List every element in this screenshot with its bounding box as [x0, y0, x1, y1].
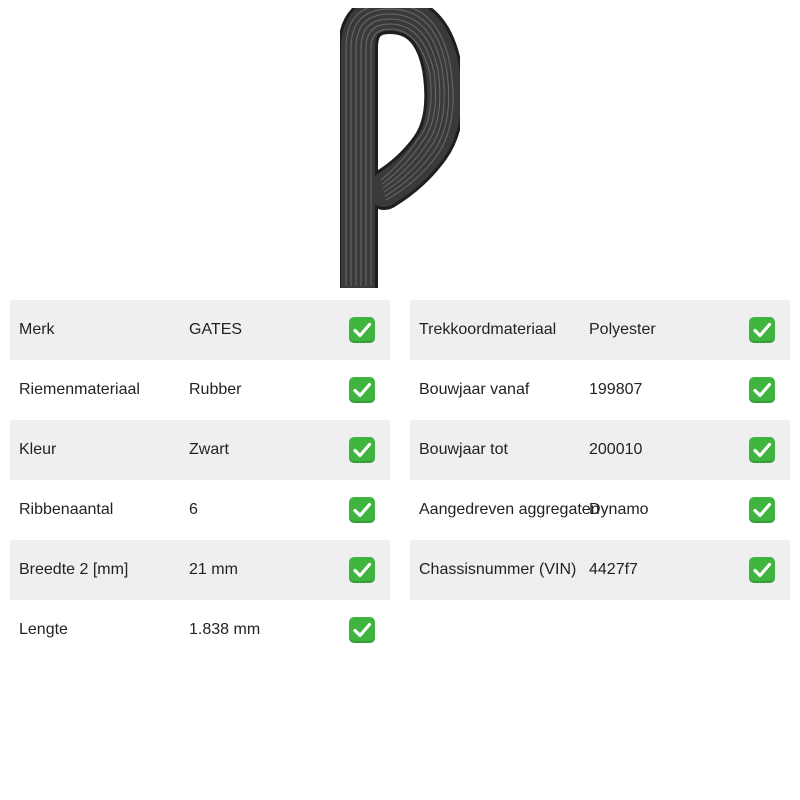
- spec-label: Bouwjaar vanaf: [419, 381, 530, 398]
- spec-row-merk: [10, 300, 390, 360]
- spec-label: Bouwjaar tot: [419, 441, 508, 458]
- spec-label: Chassisnummer (VIN): [419, 561, 577, 578]
- spec-row-bouwjaar-vanaf: [410, 360, 790, 420]
- product-image: [340, 8, 460, 288]
- spec-value: 6: [189, 501, 198, 518]
- check-mark-icon: [349, 317, 375, 343]
- spec-value: 200010: [589, 441, 643, 458]
- check-mark-icon: [349, 497, 375, 523]
- spec-row-trekkoordmateriaal: [410, 300, 790, 360]
- spec-value: Polyester: [589, 321, 656, 338]
- check-mark-icon: [749, 497, 775, 523]
- spec-row-riemenmateriaal: [10, 360, 390, 420]
- spec-row-breedte: [10, 540, 390, 600]
- spec-value: Rubber: [189, 381, 242, 398]
- spec-label: Trekkoordmateriaal: [419, 321, 557, 338]
- check-mark-icon: [749, 377, 775, 403]
- spec-row-aangedreven-aggregaten: [410, 480, 790, 540]
- check-mark-icon: [749, 317, 775, 343]
- spec-label: Merk: [19, 321, 55, 338]
- spec-value: Dynamo: [589, 501, 649, 518]
- spec-row-ribbenaantal: [10, 480, 390, 540]
- poly-v-belt-icon: [340, 8, 460, 288]
- check-mark-icon: [749, 557, 775, 583]
- spec-table-left: [10, 300, 390, 660]
- check-mark-icon: [349, 617, 375, 643]
- spec-label: Kleur: [19, 441, 57, 458]
- spec-value: 4427f7: [589, 561, 638, 578]
- spec-label: Ribbenaantal: [19, 501, 114, 518]
- spec-label: Riemenmateriaal: [19, 381, 140, 398]
- spec-label: Breedte 2 [mm]: [19, 561, 129, 578]
- spec-value: GATES: [189, 321, 243, 338]
- spec-value: 21 mm: [189, 561, 238, 578]
- check-mark-icon: [349, 557, 375, 583]
- check-mark-icon: [349, 377, 375, 403]
- spec-value: 1.838 mm: [189, 621, 261, 638]
- spec-label: Lengte: [19, 621, 68, 638]
- spec-label: Aangedreven aggregaten: [419, 501, 600, 518]
- check-mark-icon: [749, 437, 775, 463]
- spec-row-bouwjaar-tot: [410, 420, 790, 480]
- spec-value: Zwart: [189, 441, 229, 458]
- spec-row-lengte: [10, 600, 390, 660]
- spec-row-chassisnummer: [410, 540, 790, 600]
- spec-table-right: [410, 300, 790, 600]
- spec-value: 199807: [589, 381, 643, 398]
- check-mark-icon: [349, 437, 375, 463]
- spec-row-kleur: [10, 420, 390, 480]
